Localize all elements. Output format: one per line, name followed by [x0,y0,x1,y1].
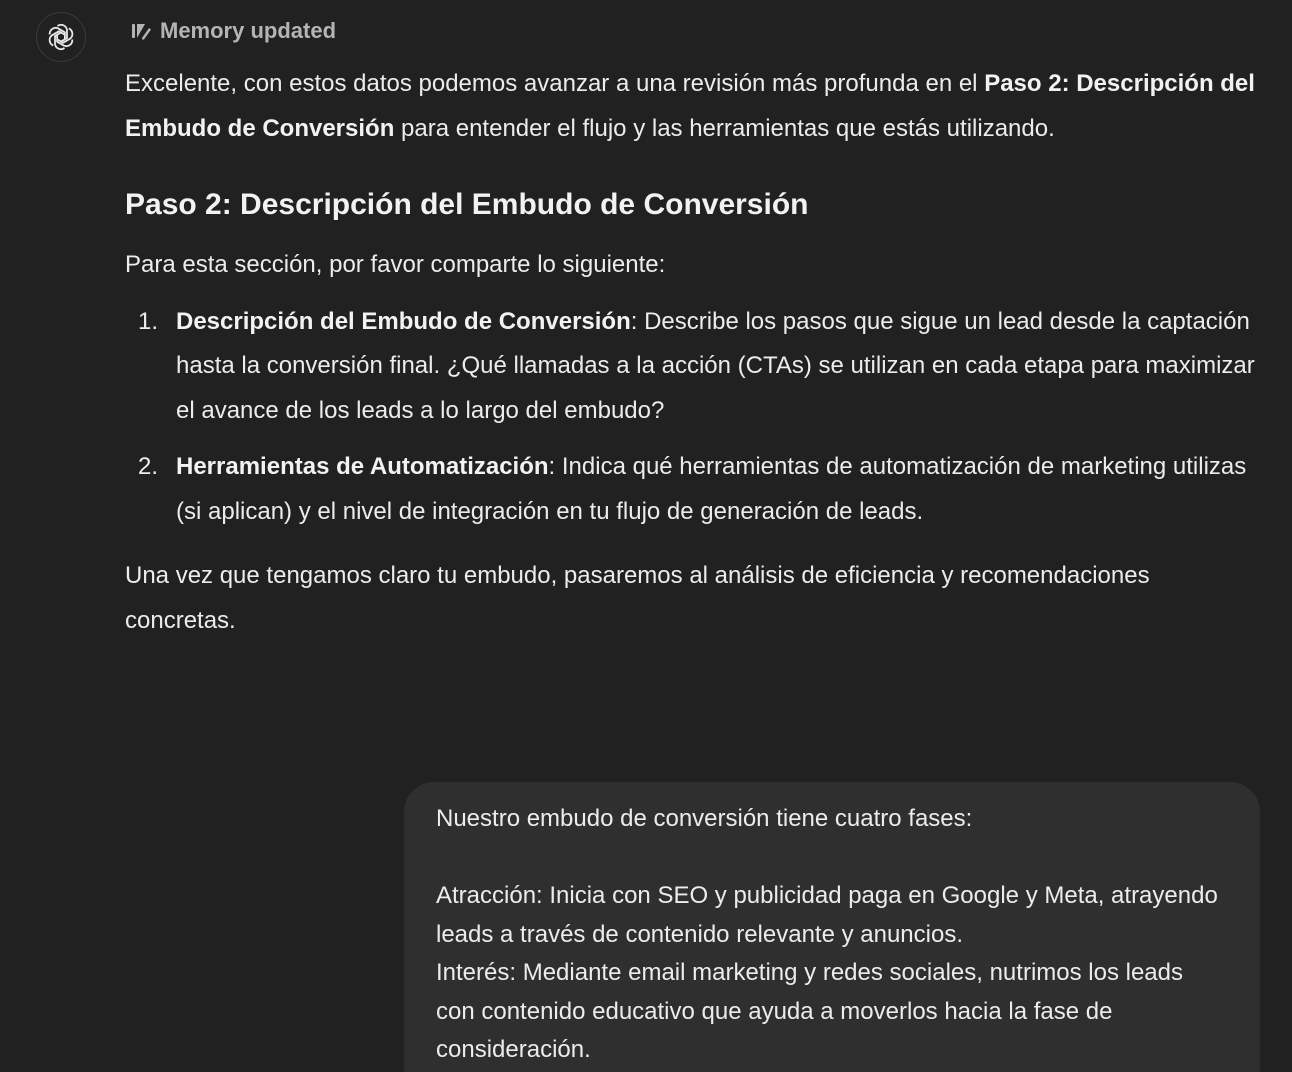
user-message-paragraph: Atracción: Inicia con SEO y publicidad paga en Google y Meta, atrayendo leads a través de contenido relevante y anuncios. [436,882,1218,948]
intro-bold: Paso 2: Descripción del Embudo de Conversión [125,70,1255,142]
closing-paragraph: Una vez que tengamos claro tu embudo, pasaremos al análisis de eficiencia y recomendaciones concretas. [125,562,1150,634]
lead-paragraph: Para esta sección, por favor comparte lo siguiente: [125,251,666,278]
list-item-text: : Indica qué herramientas de automatización de marketing utilizas (si aplican) y el nivel de integración en tu flujo de generación de leads. [176,453,1247,525]
list-item [125,300,1255,434]
user-message-paragraph: Interés: Mediante email marketing y redes sociales, nutrimos los leads con contenido educativo que ayuda a moverlos hacia la fase de consideración. [436,959,1183,1063]
memory-updated-indicator[interactable] [130,18,336,44]
list-number: 1. [138,307,159,335]
user-message-bubble [404,782,1260,1072]
assistant-message [125,62,1255,643]
list-item-title: Herramientas de Automatización [176,453,549,480]
user-message-line: Nuestro embudo de conversión tiene cuatro fases: [436,805,973,832]
list-item [125,445,1255,534]
memory-updated-label: Memory updated [160,18,337,43]
intro-text-end: para entender el flujo y las herramientas que estás utilizando. [394,114,1055,142]
request-list [125,300,1255,535]
intro-paragraph [125,62,1255,151]
openai-logo-icon [46,22,76,52]
spacer [436,839,1228,878]
intro-text: Excelente, con estos datos podemos avanzar a una revisión más profunda en el [125,70,985,97]
list-item-title: Descripción del Embudo de Conversión [176,307,631,335]
memory-edit-icon [130,20,152,42]
list-number: 2. [138,453,159,480]
step-heading: Paso 2: Descripción del Embudo de Conversión [125,188,809,221]
assistant-avatar [36,12,86,62]
list-item-text: : Describe los pasos que sigue un lead desde la captación hasta la conversión final. ¿Qué llamadas a la acción (CTAs) se utilizan en cada etapa para maximizar el avance de los leads a lo largo del embudo? [176,307,1255,424]
